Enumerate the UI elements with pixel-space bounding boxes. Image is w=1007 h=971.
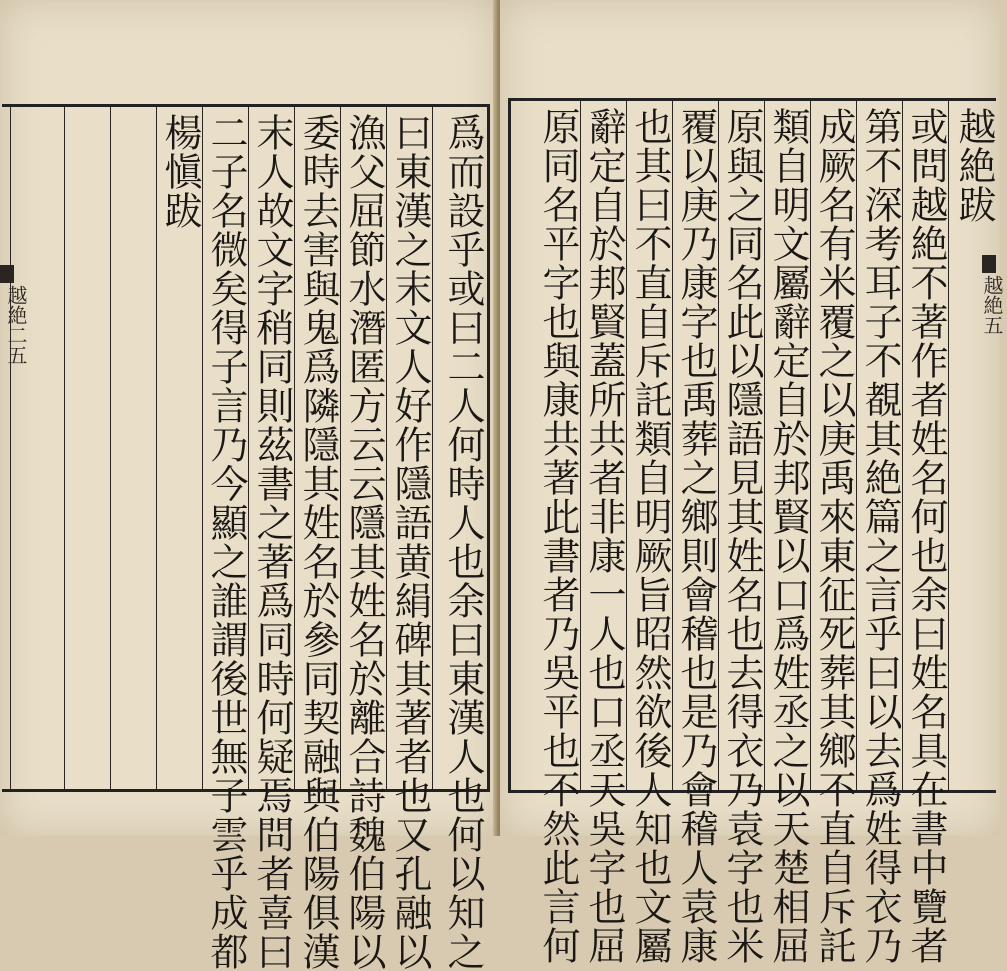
right-text-frame	[508, 98, 996, 965]
right-column-5: 類自明文屬辭定自於邦賢以口爲姓丞之以天楚相屈	[764, 101, 810, 790]
left-column-4: 委時去害與鬼爲隣隱其姓名於參同契融與伯陽俱漢	[294, 107, 340, 789]
blank-column	[64, 107, 110, 789]
left-column-3: 漁父屈節水潛匿方云云隱其姓名於離合詩魏伯陽以	[340, 107, 386, 789]
left-page	[0, 0, 497, 971]
right-column-3: 第不深考耳子不覩其絶篇之言乎曰以去爲姓得衣乃	[856, 101, 902, 790]
left-column-7: 楊愼跋	[156, 107, 202, 789]
right-column-2: 或問越絶不著作者姓名何也余曰姓名具在書中覽者	[902, 101, 948, 790]
right-column-7: 覆以庚乃康字也禹葬之鄉則會稽也是乃會稽人袁康	[672, 101, 718, 790]
right-column-1: 越絶跋	[948, 101, 996, 790]
right-column-4: 成厥名有米覆之以庚禹來東征死葬其鄉不直自斥託	[810, 101, 856, 790]
right-margin-block	[982, 255, 996, 273]
left-column-5: 末人故文字稍同則茲書之著爲同時何疑焉問者喜曰	[248, 107, 294, 789]
left-column-6: 二子名微矣得子言乃今顯之誰謂後世無子雲乎成都	[202, 107, 248, 789]
right-column-9: 辭定自於邦賢蓋所共者非康一人也口丞天吳字也屈	[580, 101, 626, 790]
right-margin-label: 越絶五	[980, 275, 1004, 335]
left-column-1: 爲而設乎或曰二人何時人也余曰東漢人也何以知之	[432, 107, 485, 789]
left-margin-label: 越絶二五	[4, 285, 28, 365]
blank-column	[110, 107, 156, 789]
left-column-2: 曰東漢之末文人好作隱語黄絹碑其著者也又孔融以	[386, 107, 432, 789]
right-page	[500, 0, 1004, 965]
right-column-8: 也其曰不直自斥託類自明厥旨昭然欲後人知也文屬	[626, 101, 672, 790]
right-column-10: 原同名平字也與康共著此書者乃吳平也不然此言何	[536, 107, 580, 965]
blank-column	[10, 107, 18, 789]
right-column-6: 原與之同名此以隱語見其姓名也去得衣乃袁字也米	[718, 101, 764, 790]
left-text-frame	[2, 104, 490, 971]
